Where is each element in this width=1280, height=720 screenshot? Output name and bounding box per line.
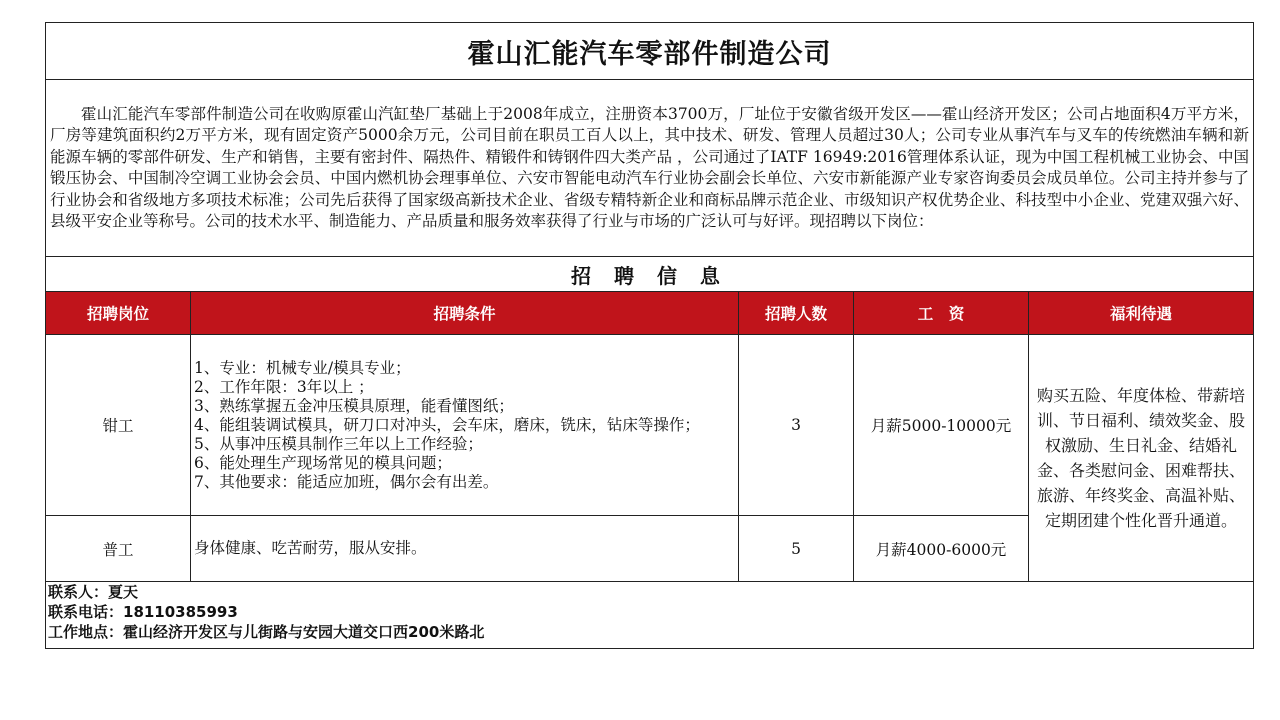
job-salary: 月薪4000-6000元 [854, 516, 1029, 582]
section-title: 招 聘 信 息 [46, 257, 1254, 292]
header-salary: 工 资 [854, 292, 1029, 335]
job-requirements [191, 516, 739, 582]
requirement-item: 3、熟练掌握五金冲压模具原理，能看懂图纸； [194, 396, 514, 415]
requirement-item: 4、能组装调试模具，研刀口对冲头，会车床，磨床，铣床，钻床等操作； [194, 415, 700, 434]
requirement-item: 身体健康、吃苦耐劳，服从安排。 [194, 539, 427, 557]
header-benefits: 福利待遇 [1029, 292, 1254, 335]
header-headcount: 招聘人数 [739, 292, 854, 335]
company-title: 霍山汇能汽车零部件制造公司 [46, 23, 1254, 80]
contact-phone: 联系电话：18110385993 [48, 603, 238, 621]
header-position: 招聘岗位 [46, 292, 191, 335]
job-salary: 月薪5000-10000元 [854, 335, 1029, 516]
job-row-fitter [46, 335, 1254, 516]
contact-info [46, 582, 1254, 649]
recruitment-table [45, 22, 1254, 649]
company-intro [46, 80, 1254, 257]
header-requirements: 招聘条件 [191, 292, 739, 335]
table-header-row [46, 292, 1254, 335]
requirement-item: 6、能处理生产现场常见的模具问题； [194, 453, 452, 472]
requirement-item: 7、其他要求：能适应加班，偶尔会有出差。 [194, 472, 499, 491]
job-position: 普工 [46, 516, 191, 582]
job-position: 钳工 [46, 335, 191, 516]
job-requirements [191, 335, 739, 516]
benefits-text: 购买五险、年度体检、带薪培训、节日福利、绩效奖金、股权激励、生日礼金、结婚礼金、各类慰问金、困难帮扶、旅游、年终奖金、高温补贴、定期团建个性化晋升通道。 [1029, 335, 1254, 582]
company-intro-text: 霍山汇能汽车零部件制造公司在收购原霍山汽缸垫厂基础上于2008年成立，注册资本3700万，厂址位于安徽省级开发区——霍山经济开发区；公司占地面积4万平方米，厂房等建筑面积约2万平方米，现有固定资产5000余万元，公司目前在职员工百人以上，其中技术、研发、管理人员超过30人；公司专业从事汽车与叉车的传统燃油车辆和新能源车辆的零部件研发、生产和销售，主要有密封件、隔热件、精锻件和铸钢件四大类产品 ，公司通过了IATF 16949:2016管理体系认证，现为中国工程机械工业协会、中国锻压协会、中国制冷空调工业协会会员、中国内燃机协会理事单位、六安市智能电动汽车行业协会副会长单位、六安市新能源产业专家咨询委员会成员单位。公司主持并参与了行业协会和省级地方多项技术标准；公司先后获得了国家级高新技术企业、省级专精特新企业和商标品牌示范企业、市级知识产权优势企业、科技型中小企业、党建双强六好、县级平安企业等称号。公司的技术水平、制造能力、产品质量和服务效率获得了行业与市场的广泛认可与好评。现招聘以下岗位： [50, 104, 1249, 230]
job-headcount: 5 [739, 516, 854, 582]
requirement-item: 1、专业：机械专业/模具专业； [194, 358, 411, 377]
requirement-item: 2、工作年限：3年以上 ； [194, 377, 374, 396]
contact-person: 联系人：夏天 [48, 583, 139, 601]
work-address: 工作地点：霍山经济开发区与儿街路与安园大道交口西200米路北 [48, 623, 485, 641]
job-headcount: 3 [739, 335, 854, 516]
recruitment-sheet [45, 22, 1253, 649]
requirement-item: 5、从事冲压模具制作三年以上工作经验； [194, 434, 483, 453]
